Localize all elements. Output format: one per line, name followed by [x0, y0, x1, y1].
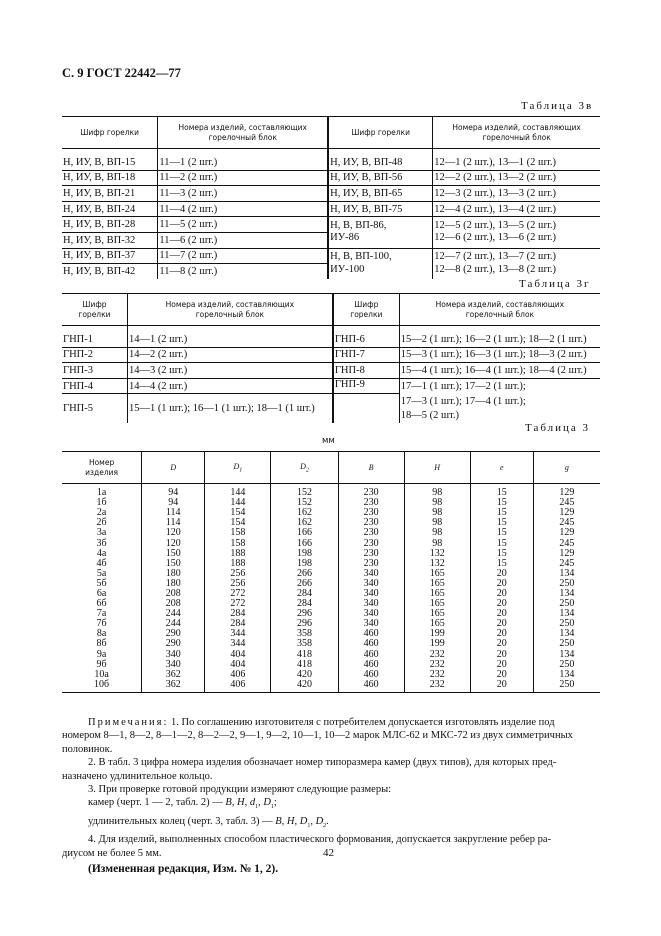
t3-cell: 134 — [559, 628, 575, 640]
table-row — [62, 589, 600, 599]
t3-cell: 296 — [271, 609, 338, 619]
t3-cell: 20 — [470, 619, 533, 629]
t3-cell: 358 — [271, 639, 338, 649]
t3g-cell: ГНП-4 — [62, 378, 127, 394]
t3-cell: 188 — [205, 549, 271, 559]
t3-cell: 245 — [559, 537, 575, 549]
t3g-cell: 17—1 (1 шт.); 17—2 (1 шт.); — [400, 380, 526, 392]
t3-cell: 244 — [142, 609, 205, 619]
t3v-cell: Н, ИУ, В, ВП-56 — [328, 170, 433, 186]
t3-cell: 230 — [338, 528, 404, 538]
t3g-cell: 15—4 (1 шт.); 16—4 (1 шт.); 18—4 (2 шт.) — [399, 363, 600, 379]
t3-cell: 284 — [271, 589, 338, 599]
t3-cell: 132 — [404, 549, 470, 559]
t3-cell: 232 — [404, 670, 470, 680]
t3-cell: 4а — [62, 549, 142, 559]
t3v-cell: Н, В, ВП-100, ИУ-100 — [328, 248, 433, 279]
t3-cell: 166 — [271, 538, 338, 548]
t3-cell: 152 — [271, 498, 338, 508]
t3-cell: 230 — [338, 518, 404, 528]
table-row — [62, 538, 600, 548]
table-row — [62, 569, 600, 579]
t3-cell: 15 — [470, 538, 533, 548]
t3v-header-items-left: Номера изделий, составляющих горелочный блок — [158, 117, 328, 149]
t3-cell: 98 — [404, 538, 470, 548]
t3v-cell: Н, ИУ, В, ВП-42 — [62, 264, 158, 279]
t3-cell: 154 — [205, 518, 271, 528]
t3-cell: 154 — [205, 508, 271, 518]
note-2: 2. В табл. 3 цифра номера изделия обозначает номер типоразмера камер (двух типов), для которых пред- — [88, 757, 557, 769]
t3-cell: 208 — [142, 599, 205, 609]
t3-cell: 20 — [470, 670, 533, 680]
table-row — [62, 528, 600, 538]
t3-cell: 120 — [142, 538, 205, 548]
table-row — [62, 559, 600, 569]
t3-cell: 20 — [470, 680, 533, 693]
t3-cell: 232 — [404, 650, 470, 660]
t3v-cell: 11—4 (2 шт.) — [158, 201, 328, 217]
t3-cell: 129 — [559, 507, 575, 519]
table-row — [62, 660, 600, 670]
t3-cell: 266 — [271, 569, 338, 579]
t3-cell: 94 — [142, 488, 205, 498]
t3g-header-code-left: Шифр горелки — [62, 294, 127, 326]
t3-cell: 2а — [62, 508, 142, 518]
t3-cell: 340 — [338, 589, 404, 599]
t3g-cell: ГНП-6 — [333, 332, 399, 347]
t3g-cell: 14—1 (2 шт.) — [127, 332, 332, 347]
t3-cell: 340 — [142, 650, 205, 660]
t3-cell: 129 — [559, 527, 575, 539]
t3-cell: 8а — [62, 629, 142, 639]
table-row — [62, 619, 600, 629]
t3-cell: 162 — [271, 518, 338, 528]
t3v-cell: 11—2 (2 шт.) — [158, 170, 328, 186]
t3-cell: 460 — [338, 650, 404, 660]
t3-cell: 5а — [62, 569, 142, 579]
t3-cell: 362 — [142, 680, 205, 693]
table-row — [62, 599, 600, 609]
table-row — [62, 347, 600, 363]
t3-cell: 20 — [470, 629, 533, 639]
table-3g-label: Таблица 3г — [519, 278, 591, 290]
t3g-cell: ГНП-7 — [333, 347, 399, 363]
t3-cell: 9а — [62, 650, 142, 660]
t3-cell: 188 — [205, 559, 271, 569]
t3-cell: 230 — [338, 508, 404, 518]
t3v-cell: 11—8 (2 шт.) — [158, 264, 328, 279]
t3-cell: 344 — [205, 639, 271, 649]
note-2-cont: назначено удлинительное кольцо. — [62, 770, 213, 782]
t3-cell: 245 — [559, 517, 575, 529]
t3g-cell: 15—3 (1 шт.); 16—3 (1 шт.); 18—3 (2 шт.) — [399, 347, 600, 363]
t3-cell: 152 — [271, 488, 338, 498]
table-row — [62, 394, 600, 409]
t3-cell: 420 — [271, 670, 338, 680]
page-number: 42 — [323, 847, 334, 859]
t3-cell: 404 — [205, 650, 271, 660]
table-3-label: Таблица 3 — [525, 422, 591, 434]
t3-cell: 272 — [205, 589, 271, 599]
t3v-cell: Н, ИУ, В, ВП-15 — [62, 155, 158, 170]
t3-cell: 208 — [142, 589, 205, 599]
t3-cell: 404 — [205, 660, 271, 670]
t3-cell: 1а — [62, 488, 142, 498]
t3-cell: 230 — [338, 559, 404, 569]
note-3: 3. При проверке готовой продукции измеряют следующие размеры: — [88, 784, 392, 796]
table-3 — [62, 451, 600, 693]
t3-cell: 20 — [470, 609, 533, 619]
t3-cell: 245 — [559, 497, 575, 509]
t3-cell: 94 — [142, 498, 205, 508]
t3-cell: 15 — [470, 518, 533, 528]
t3-cell: 344 — [205, 629, 271, 639]
edition-note: (Измененная редакция, Изм. № 1, 2). — [88, 863, 279, 876]
t3-cell: 132 — [404, 559, 470, 569]
t3-cell: 7б — [62, 619, 142, 629]
t3v-cell: Н, ИУ, В, ВП-21 — [62, 186, 158, 202]
t3v-cell: 12—4 (2 шт.), 13—4 (2 шт.) — [433, 201, 600, 217]
t3v-cell: Н, ИУ, В, ВП-28 — [62, 217, 158, 233]
t3g-cell: ГНП-5 — [62, 394, 127, 423]
t3v-header-code-right: Шифр горелки — [328, 117, 433, 149]
t3-cell: 165 — [404, 609, 470, 619]
t3g-cell: ГНП-9 — [333, 378, 399, 394]
t3-header-D: D — [142, 452, 205, 484]
t3-cell: 98 — [404, 518, 470, 528]
t3-cell: 418 — [271, 660, 338, 670]
t3-cell: 460 — [338, 670, 404, 680]
t3-cell: 180 — [142, 569, 205, 579]
t3-cell: 134 — [559, 567, 575, 579]
t3-cell: 6б — [62, 599, 142, 609]
t3-cell: 340 — [338, 609, 404, 619]
t3-cell: 230 — [338, 549, 404, 559]
t3-cell: 284 — [271, 599, 338, 609]
t3-cell: 158 — [205, 538, 271, 548]
t3-cell: 272 — [205, 599, 271, 609]
note-1-end: половинок. — [62, 743, 113, 755]
table-row — [62, 248, 600, 264]
t3-cell: 3б — [62, 538, 142, 548]
notes-label: Примечания: — [88, 717, 169, 728]
table-row — [62, 332, 600, 347]
t3-cell: 3а — [62, 528, 142, 538]
t3-cell: 2б — [62, 518, 142, 528]
t3v-cell: 12—7 (2 шт.), 13—7 (2 шт.) 12—8 (2 шт.), 13—8 (2 шт.) — [434, 251, 557, 275]
t3-cell: 144 — [205, 498, 271, 508]
t3-cell: 256 — [205, 569, 271, 579]
table-row — [62, 201, 600, 217]
t3v-cell: Н, ИУ, В, ВП-48 — [328, 155, 433, 170]
t3g-cell: 14—4 (2 шт.) — [127, 378, 332, 394]
table-row — [62, 549, 600, 559]
t3v-cell: 11—3 (2 шт.) — [158, 186, 328, 202]
t3g-cell: 17—3 (1 шт.); 17—4 (1 шт.); — [400, 395, 526, 407]
t3-cell: 134 — [559, 648, 575, 660]
table-row — [62, 650, 600, 660]
t3-cell: 20 — [470, 579, 533, 589]
t3g-header-items-left: Номера изделий, составляющих горелочный блок — [127, 294, 332, 326]
t3v-cell: 11—7 (2 шт.) — [158, 248, 328, 264]
t3-cell: 114 — [142, 518, 205, 528]
t3-cell: 244 — [142, 619, 205, 629]
table-row — [62, 680, 600, 693]
t3-cell: 165 — [404, 569, 470, 579]
t3-cell: 460 — [338, 660, 404, 670]
table-row — [62, 488, 600, 498]
t3-cell: 166 — [271, 528, 338, 538]
t3g-cell: 18—5 (2 шт.) — [400, 410, 460, 422]
t3-cell: 20 — [470, 599, 533, 609]
page-header: С. 9 ГОСТ 22442—77 — [62, 66, 181, 80]
table-row — [62, 579, 600, 589]
t3-cell: 250 — [533, 680, 600, 693]
t3-cell: 20 — [470, 660, 533, 670]
t3-cell: 406 — [205, 670, 271, 680]
t3-cell: 165 — [404, 589, 470, 599]
t3-header-D2: $D_2$ — [271, 452, 338, 484]
table-row — [62, 155, 600, 170]
t3v-cell: Н, ИУ, В, ВП-32 — [62, 232, 158, 248]
t3-cell: 250 — [559, 618, 575, 630]
table-3v-label: Таблица 3в — [521, 100, 594, 112]
t3v-cell: Н, ИУ, В, ВП-37 — [62, 248, 158, 264]
t3-cell: 245 — [559, 557, 575, 569]
t3-cell: 406 — [205, 680, 271, 693]
note-3b: удлинительных колец (черт. 3, табл. 3) — B, H, $D_1$, $D_2$. — [88, 815, 329, 830]
t3g-cell — [333, 394, 399, 423]
table-row — [62, 508, 600, 518]
t3-cell: 15 — [470, 549, 533, 559]
t3v-cell: 12—2 (2 шт.), 13—2 (2 шт.) — [433, 170, 600, 186]
t3-cell: 98 — [404, 528, 470, 538]
t3-cell: 198 — [271, 559, 338, 569]
t3g-cell: 15—2 (1 шт.); 16—2 (1 шт.); 18—2 (1 шт.) — [399, 332, 600, 347]
t3-cell: 232 — [404, 660, 470, 670]
table-3v — [62, 116, 600, 279]
t3-header-e: e — [470, 452, 533, 484]
t3v-cell: 11—5 (2 шт.) — [158, 217, 328, 233]
t3-header-D1: $D_1$ — [205, 452, 271, 484]
t3-header-number: Номер изделия — [62, 452, 142, 484]
t3-cell: 134 — [559, 587, 575, 599]
t3g-header-code-right: Шифр горелки — [333, 294, 399, 326]
unit-label: мм — [322, 436, 335, 446]
t3-cell: 232 — [404, 680, 470, 693]
t3-cell: 418 — [271, 650, 338, 660]
t3-cell: 256 — [205, 579, 271, 589]
t3-cell: 165 — [404, 599, 470, 609]
t3-cell: 20 — [470, 639, 533, 649]
table-row — [62, 498, 600, 508]
table-row — [62, 217, 600, 233]
note-4: 4. Для изделий, выполненных способом пластического формования, допускается закругление ребер ра- — [88, 834, 552, 846]
table-row — [62, 186, 600, 202]
t3-cell: 198 — [271, 549, 338, 559]
t3-cell: 162 — [271, 508, 338, 518]
table-row — [62, 609, 600, 619]
t3-cell: 20 — [470, 650, 533, 660]
table-row — [62, 639, 600, 649]
t3g-cell: 14—3 (2 шт.) — [127, 363, 332, 379]
t3-cell: 150 — [142, 559, 205, 569]
t3g-cell: ГНП-2 — [62, 347, 127, 363]
t3-cell: 15 — [470, 498, 533, 508]
t3-cell: 230 — [338, 538, 404, 548]
t3-cell: 10а — [62, 670, 142, 680]
t3-cell: 134 — [559, 668, 575, 680]
table-row — [62, 363, 600, 379]
t3v-cell: 12—3 (2 шт.), 13—3 (2 шт.) — [433, 186, 600, 202]
table-row — [62, 170, 600, 186]
t3-cell: 340 — [338, 619, 404, 629]
t3-cell: 250 — [559, 638, 575, 650]
t3-cell: 199 — [404, 629, 470, 639]
t3-cell: 180 — [142, 579, 205, 589]
t3-header-H: H — [404, 452, 470, 484]
t3-cell: 340 — [338, 579, 404, 589]
table-row — [62, 629, 600, 639]
t3v-cell: 12—1 (2 шт.), 13—1 (2 шт.) — [433, 155, 600, 170]
t3-cell: 340 — [338, 569, 404, 579]
t3-cell: 165 — [404, 619, 470, 629]
t3-cell: 358 — [271, 629, 338, 639]
t3-cell: 98 — [404, 508, 470, 518]
t3-cell: 150 — [142, 549, 205, 559]
t3-cell: 165 — [404, 579, 470, 589]
t3-cell: 10б — [62, 680, 142, 693]
t3v-cell: Н, ИУ, В, ВП-24 — [62, 201, 158, 217]
t3-cell: 144 — [205, 488, 271, 498]
t3-cell: 98 — [404, 488, 470, 498]
t3-cell: 1б — [62, 498, 142, 508]
t3-cell: 8б — [62, 639, 142, 649]
t3v-cell: 11—1 (2 шт.) — [158, 155, 328, 170]
t3-cell: 15 — [470, 488, 533, 498]
table-row — [62, 518, 600, 528]
t3-cell: 20 — [470, 569, 533, 579]
note-1: 1. По соглашению изготовителя с потребителем допускается изготовлять изделие под — [171, 717, 555, 728]
t3-cell: 250 — [559, 598, 575, 610]
t3-cell: 340 — [142, 660, 205, 670]
t3-cell: 199 — [404, 639, 470, 649]
t3-cell: 250 — [559, 658, 575, 670]
t3-header-B: B — [338, 452, 404, 484]
table-row — [62, 378, 600, 394]
t3-cell: 4б — [62, 559, 142, 569]
t3-cell: 134 — [559, 608, 575, 620]
t3g-cell: ГНП-1 — [62, 332, 127, 347]
notes — [62, 716, 600, 877]
t3-cell: 284 — [205, 609, 271, 619]
t3v-cell: Н, В, ВП-86, ИУ-86 — [328, 217, 433, 248]
t3-cell: 158 — [205, 528, 271, 538]
t3-cell: 129 — [559, 487, 575, 499]
t3-cell: 460 — [338, 639, 404, 649]
table-3g — [62, 293, 600, 423]
t3-cell: 98 — [404, 498, 470, 508]
t3-cell: 284 — [205, 619, 271, 629]
t3-cell: 15 — [470, 508, 533, 518]
t3-cell: 6а — [62, 589, 142, 599]
t3-cell: 266 — [271, 579, 338, 589]
t3-cell: 460 — [338, 629, 404, 639]
t3-cell: 460 — [338, 680, 404, 693]
t3-body — [62, 484, 600, 693]
t3-cell: 7а — [62, 609, 142, 619]
t3v-header-items-right: Номера изделий, составляющих горелочный блок — [433, 117, 600, 149]
t3v-header-code-left: Шифр горелки — [62, 117, 158, 149]
t3v-cell: Н, ИУ, В, ВП-65 — [328, 186, 433, 202]
table-row — [62, 670, 600, 680]
t3g-cell: 15—1 (1 шт.); 16—1 (1 шт.); 18—1 (1 шт.) — [127, 394, 332, 423]
t3v-cell: 11—6 (2 шт.) — [158, 232, 328, 248]
t3v-cell: 12—5 (2 шт.), 13—5 (2 шт.) 12—6 (2 шт.), 13—6 (2 шт.) — [433, 217, 600, 248]
t3-cell: 129 — [559, 547, 575, 559]
note-4-cont: диусом не более 5 мм. — [62, 847, 162, 859]
t3-cell: 362 — [142, 670, 205, 680]
t3-cell: 120 — [142, 528, 205, 538]
t3-header-g: g — [533, 452, 600, 484]
t3-cell: 340 — [338, 599, 404, 609]
t3-cell: 20 — [470, 589, 533, 599]
t3g-cell: ГНП-3 — [62, 363, 127, 379]
t3-cell: 5б — [62, 579, 142, 589]
note-3a: камер (черт. 1 — 2, табл. 2) — B, H, $d_1$, $D_1$; — [88, 797, 277, 811]
t3-cell: 250 — [559, 577, 575, 589]
t3v-cell: Н, ИУ, В, ВП-75 — [328, 201, 433, 217]
t3v-cell: Н, ИУ, В, ВП-18 — [62, 170, 158, 186]
t3-cell: 15 — [470, 559, 533, 569]
t3-cell: 230 — [338, 498, 404, 508]
t3-cell: 114 — [142, 508, 205, 518]
t3-cell: 290 — [142, 639, 205, 649]
t3-cell: 230 — [338, 488, 404, 498]
t3-cell: 15 — [470, 528, 533, 538]
t3-cell: 420 — [271, 680, 338, 693]
t3g-cell: ГНП-8 — [333, 363, 399, 379]
t3g-header-items-right: Номера изделий, составляющих горелочный блок — [399, 294, 600, 326]
t3g-cell: 14—2 (2 шт.) — [127, 347, 332, 363]
note-1-cont: номером 8—1, 8—2, 8—1—2, 8—2—2, 9—1, 9—2, 10—1, 10—2 марок МЛС-62 и МКС-72 из двух симметричных — [62, 730, 573, 742]
t3-cell: 9б — [62, 660, 142, 670]
t3-cell: 296 — [271, 619, 338, 629]
t3-cell: 290 — [142, 629, 205, 639]
